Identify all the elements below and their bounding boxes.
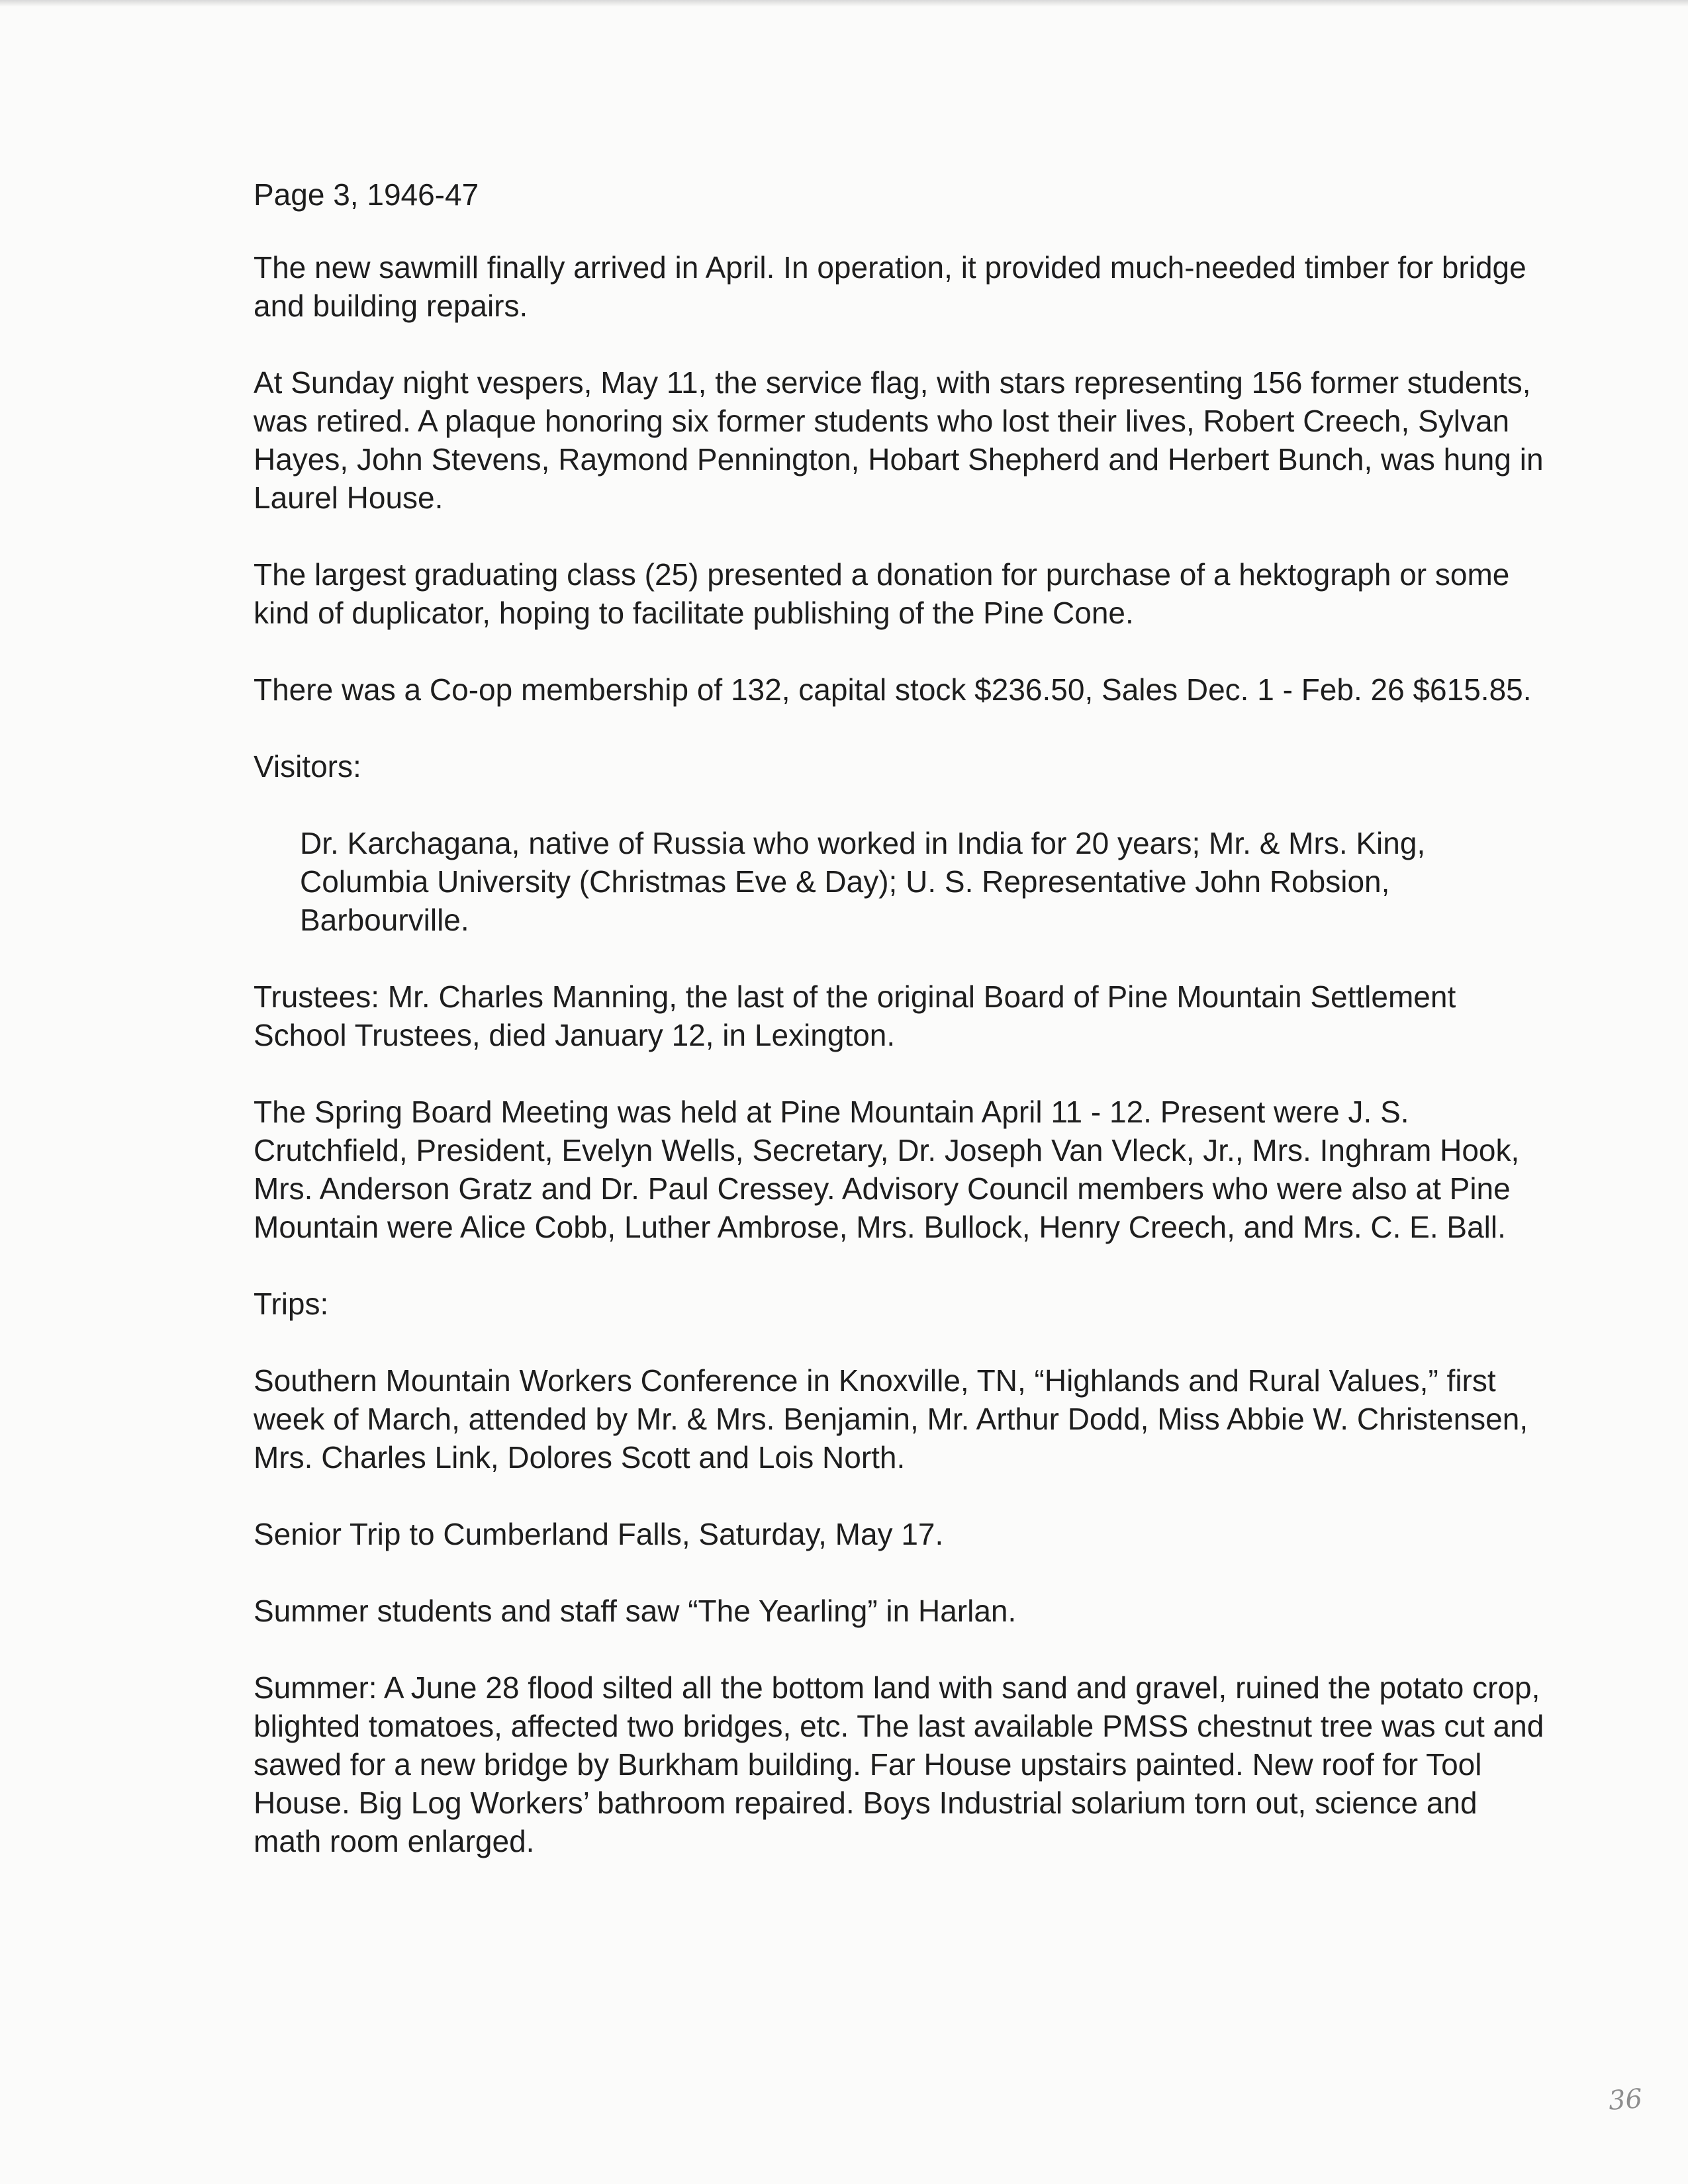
paragraph-board-meeting: The Spring Board Meeting was held at Pine Mountain April 11 - 12. Present were J. S. Crutchfield, President, Evelyn Wells, Secretary, Dr. Joseph Van Vleck, Jr., Mrs. Inghram Hook, Mrs. Anderson Gratz and Dr. Paul Cressey. Advisory Council members who were also at Pine Mountain were Alice Cobb, Luther Ambrose, Mrs. Bullock, Henry Creech, and Mrs. C. E. Ball. — [254, 1095, 1520, 1244]
trip-yearling: Summer students and staff saw “The Yearling” in Harlan. — [254, 1594, 1017, 1628]
document-body — [254, 175, 1551, 1899]
visitors-label: Visitors: — [254, 749, 361, 784]
page-heading: Page 3, 1946-47 — [254, 177, 479, 212]
paragraph-coop: There was a Co-op membership of 132, capital stock $236.50, Sales Dec. 1 - Feb. 26 $615.85. — [254, 672, 1532, 707]
paragraph-summer: Summer: A June 28 flood silted all the bottom land with sand and gravel, ruined the potato crop, blighted tomatoes, affected two bridges, etc. The last available PMSS chestnut tree was cut and sawed for a new bridge by Burkham building. Far House upstairs painted. New roof for Tool House. Big Log Workers’ bathroom repaired. Boys Industrial solarium torn out, science and math room enlarged. — [254, 1670, 1544, 1858]
scan-edge — [0, 0, 1688, 7]
paragraph-graduating-class: The largest graduating class (25) presented a donation for purchase of a hektograph or some kind of duplicator, hoping to facilitate publishing of the Pine Cone. — [254, 557, 1510, 630]
visitors-list: Dr. Karchagana, native of Russia who worked in India for 20 years; Mr. & Mrs. King, Columbia University (Christmas Eve & Day); U. S. Representative John Robsion, Barbourville. — [300, 826, 1426, 937]
paragraph-sawmill: The new sawmill finally arrived in April. In operation, it provided much-needed timber for bridge and building repairs. — [254, 250, 1526, 323]
handwritten-page-number: 36 — [1607, 2083, 1644, 2116]
paragraph-trustees: Trustees: Mr. Charles Manning, the last of the original Board of Pine Mountain Settlement School Trustees, died January 12, in Lexington. — [254, 979, 1456, 1052]
trips-label: Trips: — [254, 1287, 329, 1321]
trip-senior: Senior Trip to Cumberland Falls, Saturday, May 17. — [254, 1517, 944, 1551]
paragraph-vespers: At Sunday night vespers, May 11, the service flag, with stars representing 156 former students, was retired. A plaque honoring six former students who lost their lives, Robert Creech, Sylvan Hayes, John Stevens, Raymond Pennington, Hobart Shepherd and Herbert Bunch, was hung in Laurel House. — [254, 365, 1544, 515]
trip-conference: Southern Mountain Workers Conference in Knoxville, TN, “Highlands and Rural Values,” first week of March, attended by Mr. & Mrs. Benjamin, Mr. Arthur Dodd, Miss Abbie W. Christensen, Mrs. Charles Link, Dolores Scott and Lois North. — [254, 1363, 1528, 1475]
